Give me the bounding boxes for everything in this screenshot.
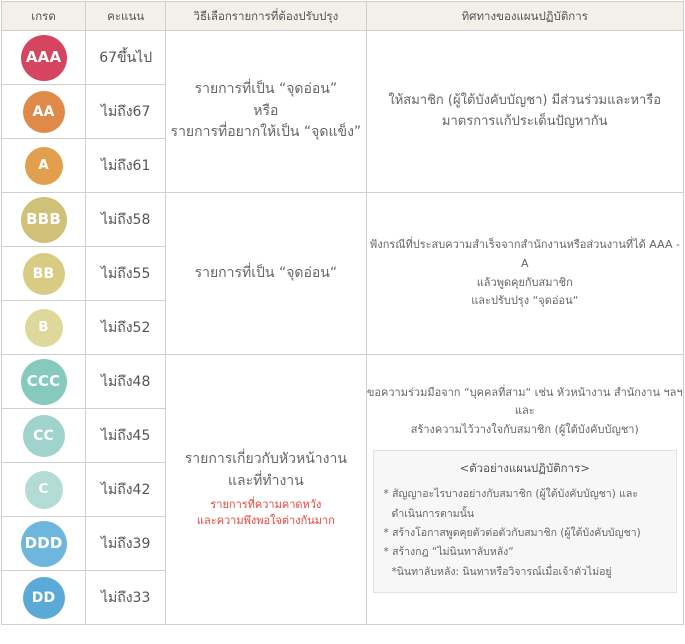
grade-badge-ddd: DDD (21, 521, 67, 567)
method-line-1: รายการที่เป็น “จุดอ่อน” (194, 80, 338, 97)
method-line-2: หรือ (253, 102, 279, 119)
grade-cell-c (2, 463, 86, 517)
grade-badge-a: A (25, 147, 63, 185)
method-cell-group-1 (166, 31, 366, 193)
table-row (2, 31, 684, 85)
direction-cell-group-2 (366, 193, 684, 355)
method-line-2: และที่ทำงาน (228, 473, 304, 489)
grade-cell-bbb (2, 193, 86, 247)
score-cell-c: ไม่ถึง42 (86, 463, 166, 517)
direction-line-1: ฟังกรณีที่ประสบความสำเร็จจากสำนักงานหรือส่วนงานที่ได้ AAA - A (369, 238, 680, 270)
grade-cell-ccc (2, 355, 86, 409)
grade-cell-aaa (2, 31, 86, 85)
method-sub-line-2: และความพึงพอใจต่างกันมาก (196, 514, 335, 528)
grade-criteria-table (1, 1, 684, 625)
grade-cell-a (2, 139, 86, 193)
column-header-grade: เกรด (2, 2, 86, 31)
score-cell-aa: ไม่ถึง67 (86, 85, 166, 139)
direction-cell-group-1 (366, 31, 684, 193)
column-header-direction: ทิศทางของแผนปฏิบัติการ (366, 2, 684, 31)
grade-cell-aa (2, 85, 86, 139)
score-cell-cc: ไม่ถึง45 (86, 409, 166, 463)
method-sub-line-1: รายการที่ความคาดหวัง (210, 497, 322, 511)
grade-cell-bb (2, 247, 86, 301)
grade-badge-aaa: AAA (21, 35, 67, 81)
grade-cell-b (2, 301, 86, 355)
grade-badge-bb: BB (23, 253, 65, 295)
table-body (2, 31, 684, 625)
example-list (384, 485, 667, 582)
score-cell-ccc: ไม่ถึง48 (86, 355, 166, 409)
direction-line-2: มาตรการแก้ประเด็นปัญหากัน (441, 113, 608, 129)
grade-badge-aa: AA (23, 91, 65, 133)
example-item: * สร้างโอกาสพูดคุยตัวต่อตัวกับสมาชิก (ผู้ใต้บังคับบัญชา) (383, 527, 641, 540)
method-cell-group-2 (166, 193, 366, 355)
grade-cell-ddd (2, 517, 86, 571)
score-cell-aaa: 67ขึ้นไป (86, 31, 166, 85)
grade-badge-bbb: BBB (21, 197, 67, 243)
method-line-3: รายการที่อยากให้เป็น “จุดแข็ง” (170, 124, 362, 141)
example-item: * สร้างกฎ “ไม่นินทาลับหลัง“ (383, 546, 514, 559)
table-header (2, 2, 684, 31)
direction-line-2: สร้างความไว้วางใจกับสมาชิก (ผู้ใต้บังคับบัญชา) (410, 423, 639, 437)
grade-badge-ccc: CCC (21, 359, 67, 405)
direction-line-2: แล้วพูดคุยกับสมาชิก (476, 275, 573, 289)
example-item: ดำเนินการตามนั้น (391, 507, 475, 520)
method-line-1: รายการเกี่ยวกับหัวหน้างาน (184, 451, 347, 468)
column-header-score: คะแนน (86, 2, 166, 31)
direction-line-1: ให้สมาชิก (ผู้ใต้บังคับบัญชา) มีส่วนร่วมและหารือ (388, 92, 662, 108)
grade-badge-b: B (25, 309, 63, 347)
table-header-row (2, 2, 684, 31)
grade-cell-dd (2, 571, 86, 625)
example-footnote: *นินทาลับหลัง: นินทาหรือวิจารณ์เมื่อเจ้าตัวไม่อยู่ (391, 565, 612, 578)
direction-line-1: ขอความร่วมมือจาก “บุคคลที่สาม“ เช่น หัวหน้างาน สำนักงาน ฯลฯ และ (366, 385, 683, 418)
score-cell-bb: ไม่ถึง55 (86, 247, 166, 301)
column-header-method: วิธีเลือกรายการที่ต้องปรับปรุง (166, 2, 366, 31)
example-title: <ตัวอย่างแผนปฏิบัติการ> (459, 460, 590, 475)
table-row (2, 193, 684, 247)
direction-line-3: และปรับปรุง “จุดอ่อน“ (471, 294, 579, 308)
score-cell-bbb: ไม่ถึง58 (86, 193, 166, 247)
table-row (2, 355, 684, 409)
method-cell-group-3 (166, 355, 366, 625)
method-line-1: รายการที่เป็น “จุดอ่อน“ (194, 264, 338, 281)
grade-badge-c: C (25, 471, 63, 509)
grade-badge-dd: DD (23, 577, 65, 619)
direction-cell-group-3 (366, 355, 684, 625)
score-cell-b: ไม่ถึง52 (86, 301, 166, 355)
score-cell-dd: ไม่ถึง33 (86, 571, 166, 625)
grade-cell-cc (2, 409, 86, 463)
score-cell-ddd: ไม่ถึง39 (86, 517, 166, 571)
example-item: * สัญญาอะไรบางอย่างกับสมาชิก (ผู้ใต้บังคับบัญชา) และ (383, 488, 638, 501)
grade-badge-cc: CC (23, 415, 65, 457)
score-cell-a: ไม่ถึง61 (86, 139, 166, 193)
action-plan-example-box (373, 450, 678, 594)
